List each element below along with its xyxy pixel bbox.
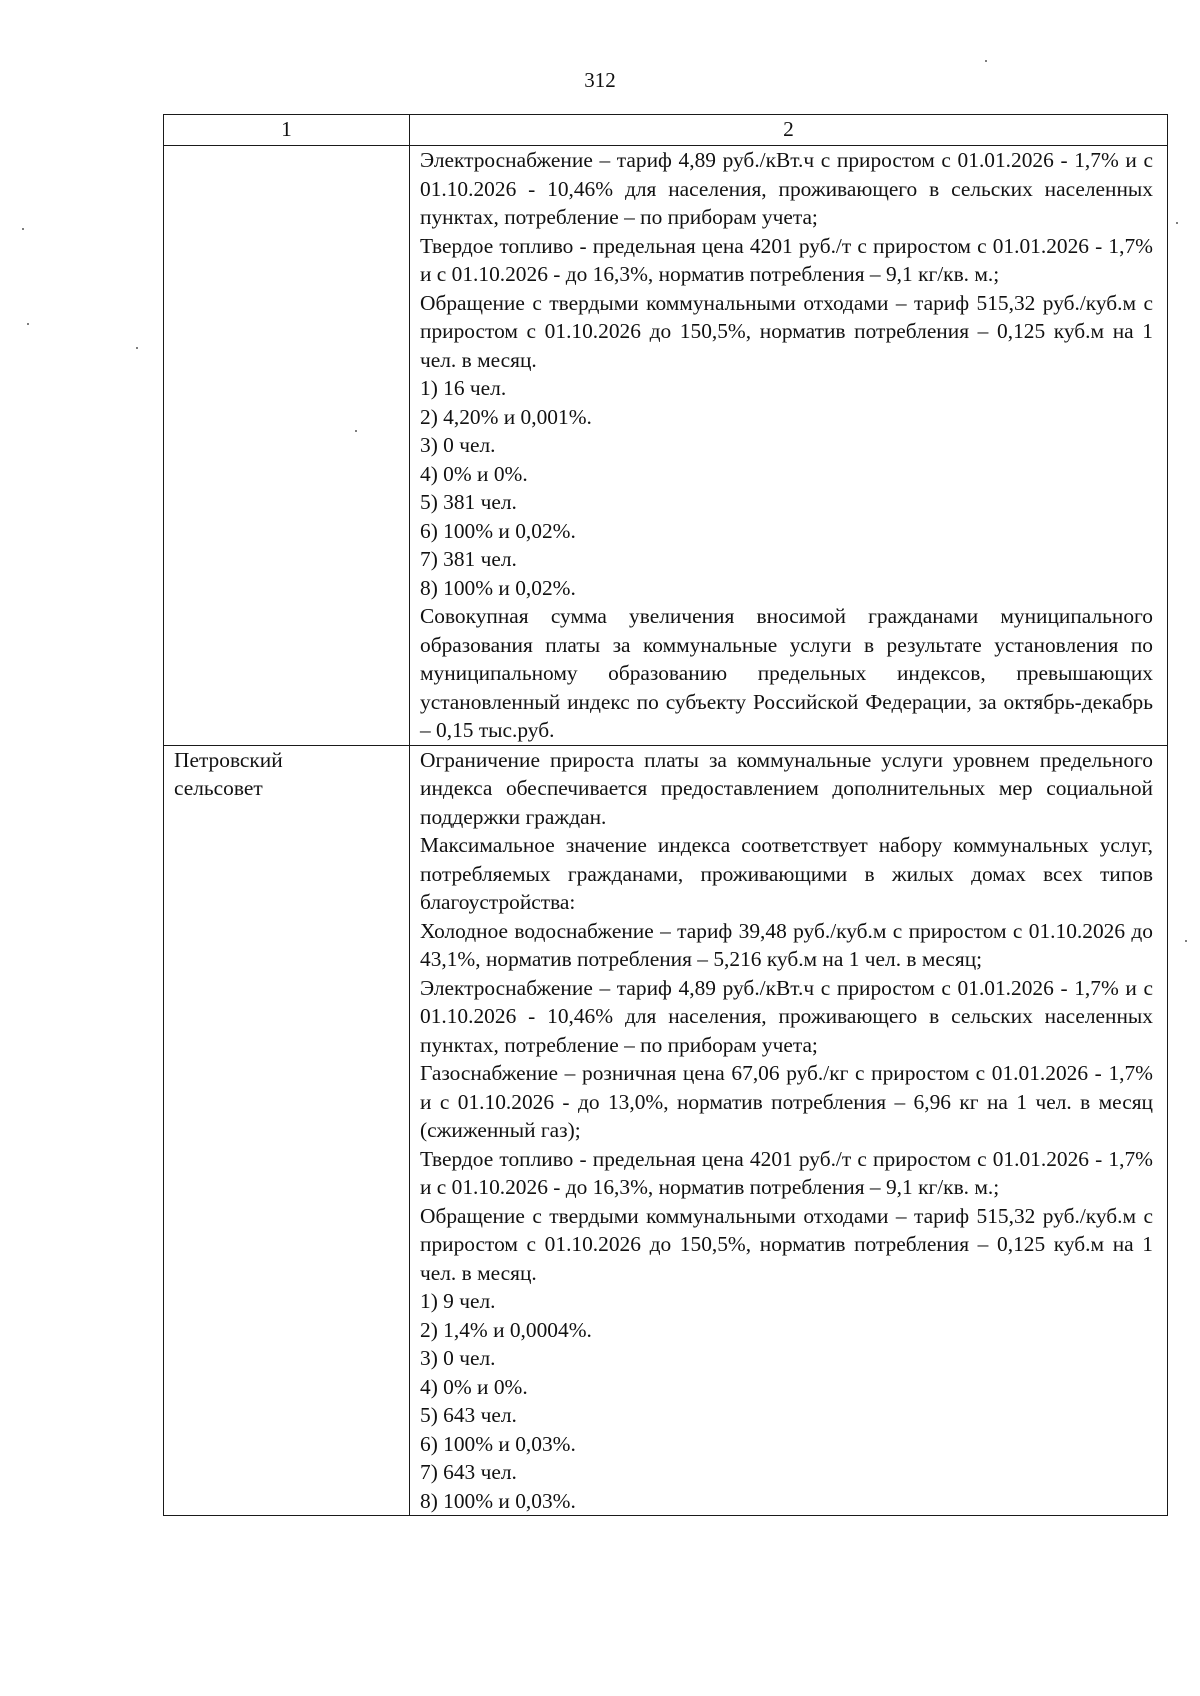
paragraph-waste: Обращение с твердыми коммунальными отходами – тариф 515,32 руб./куб.м с приростом с 01.10.2026 до 150,5%, норматив потребления – 0,125 куб.м на 1 чел. в месяц. (420, 290, 1153, 372)
paragraph-cold-water: Холодное водоснабжение – тариф 39,48 руб./куб.м с приростом с 01.10.2026 до 43,1%, норматив потребления – 5,216 куб.м на 1 чел. в месяц; (420, 918, 1153, 971)
municipality-name-line2: сельсовет (174, 776, 263, 800)
list-item: 4) 0% и 0%. (420, 461, 528, 486)
scan-speck (1176, 222, 1178, 224)
list-item: 8) 100% и 0,03%. (420, 1488, 576, 1513)
table-row (164, 745, 1168, 1516)
table-header-row (164, 115, 1168, 146)
column-header-2: 2 (410, 115, 1168, 146)
list-item: 6) 100% и 0,03%. (420, 1431, 576, 1456)
paragraph-solid-fuel: Твердое топливо - предельная цена 4201 руб./т с приростом с 01.01.2026 - 1,7% и с 01.10.2026 - до 16,3%, норматив потребления – 9,1 кг/кв. м.; (420, 233, 1153, 286)
paragraph-electricity: Электроснабжение – тариф 4,89 руб./кВт.ч с приростом с 01.01.2026 - 1,7% и с 01.10.2026 - 10,46% для населения, проживающего в сельских населенных пунктах, потребление – по приборам учета; (420, 975, 1153, 1057)
paragraph-limit: Ограничение прироста платы за коммунальные услуги уровнем предельного индекса обеспечивается предоставлением дополнительных мер социальной поддержки граждан. (420, 747, 1153, 829)
scan-speck (1185, 940, 1187, 942)
list-item: 2) 1,4% и 0,0004%. (420, 1317, 592, 1342)
paragraph-gas: Газоснабжение – розничная цена 67,06 руб./кг с приростом с 01.01.2026 - 1,7% и с 01.10.2026 - до 13,0%, норматив потребления – 6,96 кг на 1 чел. в месяц (сжиженный газ); (420, 1061, 1153, 1142)
main-table (163, 114, 1168, 1516)
list-item: 1) 9 чел. (420, 1289, 496, 1313)
list-item: 5) 643 чел. (420, 1403, 517, 1427)
scan-speck (27, 323, 29, 325)
column-header-1: 1 (164, 115, 410, 146)
paragraph-electricity: Электроснабжение – тариф 4,89 руб./кВт.ч с приростом с 01.01.2026 - 1,7% и с 01.10.2026 - 10,46% для населения, проживающего в сельских населенных пунктах, потребление – по приборам учета; (420, 148, 1153, 229)
list-item: 7) 381 чел. (420, 547, 517, 571)
list-item: 4) 0% и 0%. (420, 1374, 528, 1399)
paragraph-solid-fuel: Твердое топливо - предельная цена 4201 руб./т с приростом с 01.01.2026 - 1,7% и с 01.10.2026 - до 16,3%, норматив потребления – 9,1 кг/кв. м.; (420, 1146, 1153, 1199)
list-item: 1) 16 чел. (420, 376, 507, 400)
municipality-cell (164, 146, 410, 746)
list-item: 8) 100% и 0,02%. (420, 575, 576, 600)
paragraph-waste: Обращение с твердыми коммунальными отходами – тариф 515,32 руб./куб.м с приростом с 01.10.2026 до 150,5%, норматив потребления – 0,125 куб.м на 1 чел. в месяц. (420, 1203, 1153, 1285)
list-item: 5) 381 чел. (420, 490, 517, 514)
description-cell (410, 146, 1168, 746)
list-item: 3) 0 чел. (420, 1346, 496, 1370)
description-cell (410, 745, 1168, 1516)
municipality-cell (164, 745, 410, 1516)
list-item: 2) 4,20% и 0,001%. (420, 404, 592, 429)
municipality-name-line1: Петровский (174, 747, 283, 772)
page-number: 312 (584, 68, 616, 92)
paragraph-summary: Совокупная сумма увеличения вносимой гражданами муниципального образования платы за коммунальные услуги в результате установления по муниципальному образованию предельных индексов, превышающих установленный индекс по субъекту Российской Федерации, за октябрь-декабрь – 0,15 тыс.руб. (420, 604, 1153, 742)
list-item: 7) 643 чел. (420, 1460, 517, 1484)
table-row (164, 146, 1168, 746)
scan-speck (355, 430, 357, 432)
list-item: 3) 0 чел. (420, 433, 496, 457)
list-item: 6) 100% и 0,02%. (420, 518, 576, 543)
scan-speck (985, 60, 987, 62)
scan-speck (136, 347, 138, 349)
scan-speck (22, 228, 24, 230)
paragraph-max-index: Максимальное значение индекса соответствует набору коммунальных услуг, потребляемых гражданами, проживающими в жилых домах всех типов благоустройства: (420, 833, 1153, 914)
